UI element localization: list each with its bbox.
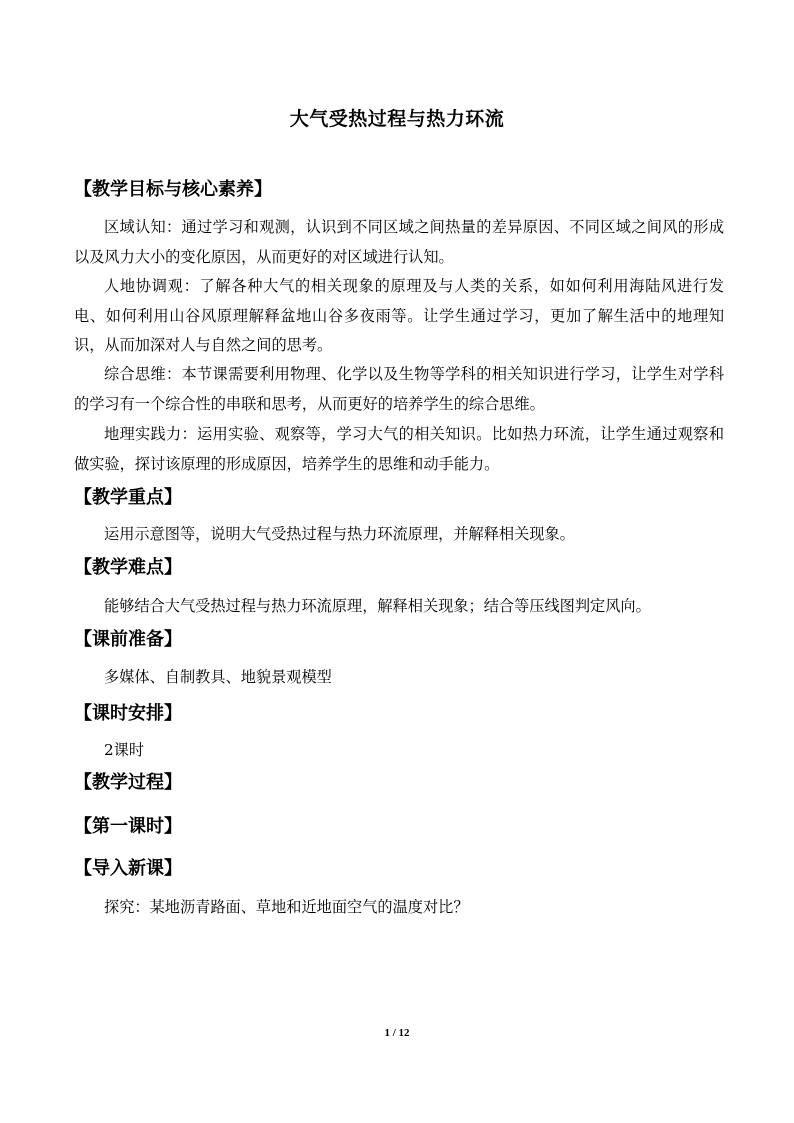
paragraph-geographic-practice: 地理实践力：运用实验、观察等，学习大气的相关知识。比如热力环流，让学生通过观察和做实验，探讨该原理的形成原因，培养学生的思维和动手能力。 [74,425,724,473]
section-heading-key-points: 【教学重点】 [74,487,182,508]
section-heading-process: 【教学过程】 [74,772,182,793]
section-heading-objectives: 【教学目标与核心素养】 [74,179,272,200]
document-title: 大气受热过程与热力环流 [289,108,505,130]
paragraph-human-earth-coordination: 人地协调观：了解各种大气的相关现象的原理及与人类的关系，如如何利用海陆风进行发电、如何利用山谷风原理解释盆地山谷多夜雨等。让学生通过学习，更加了解生活中的地理知识，从而加深对人与自然之间的思考。 [74,277,724,355]
paragraph-schedule: 2课时 [104,741,145,759]
section-heading-first-lesson: 【第一课时】 [74,816,182,837]
paragraph-difficulties: 能够结合大气受热过程与热力环流原理，解释相关现象；结合等压线图判定风向。 [104,597,651,615]
paragraph-integrated-thinking: 综合思维：本节课需要利用物理、化学以及生物等学科的相关知识进行学习，让学生对学科的学习有一个综合性的串联和思考，从而更好的培养学生的综合思维。 [74,365,724,413]
page-number: 1 / 12 [384,1027,410,1039]
paragraph-preparation: 多媒体、自制教具、地貌景观模型 [104,668,332,686]
section-heading-introduction: 【导入新课】 [74,858,182,879]
paragraph-regional-cognition: 区域认知：通过学习和观测，认识到不同区域之间热量的差异原因、不同区域之间风的形成以及风力大小的变化原因，从而更好的对区域进行认知。 [74,218,724,266]
section-heading-preparation: 【课前准备】 [74,629,182,650]
section-heading-difficulties: 【教学难点】 [74,557,182,578]
paragraph-introduction: 探究：某地沥青路面、草地和近地面空气的温度对比？ [104,898,469,916]
section-heading-schedule: 【课时安排】 [74,703,182,724]
paragraph-key-points: 运用示意图等，说明大气受热过程与热力环流原理，并解释相关现象。 [104,525,575,543]
